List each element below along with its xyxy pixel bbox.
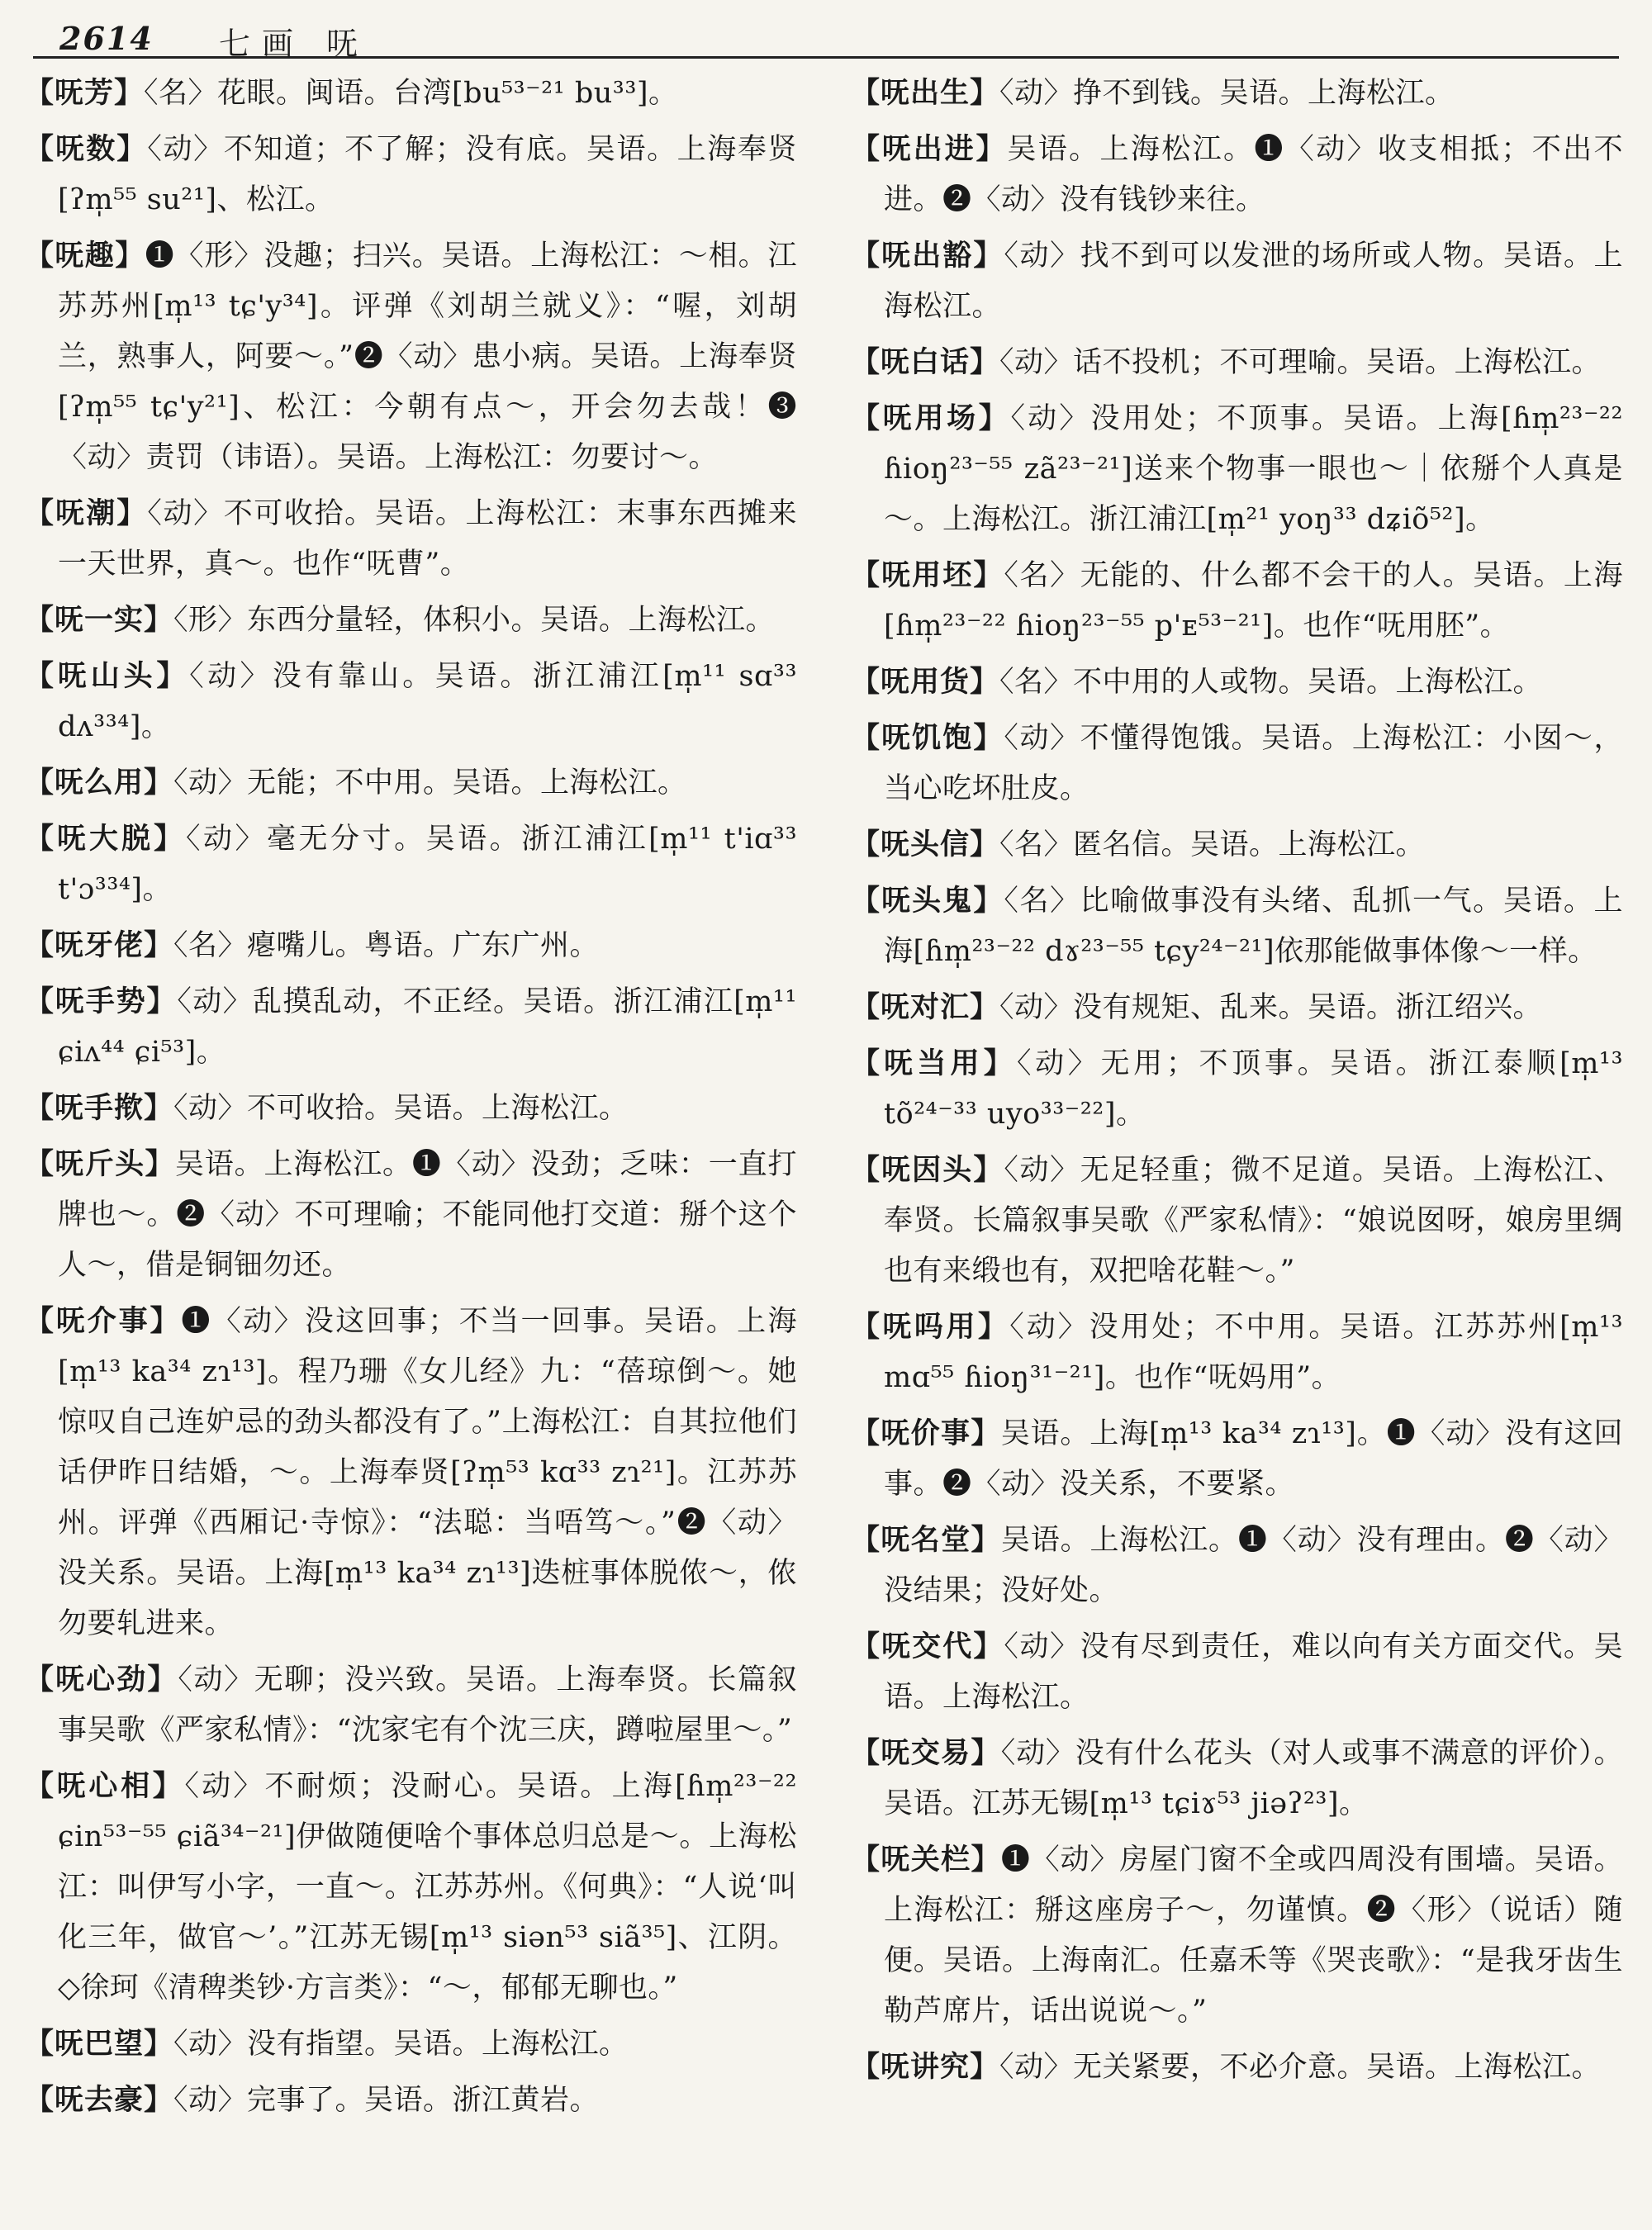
entry-definition: ❶〈形〉没趣；扫兴。吴语。上海松江：～相。江苏苏州[m̩¹³ tɕ'y³⁴]。评弹《刘胡兰就义》：“喔，刘胡兰，熟事人，阿要～。”❷〈动〉患小病。吴语。上海奉贤[ʔm̩⁵⁵ tɕ'y²¹]、松江：今朝有点～，开会勿去哉！❸〈动〉责罚（讳语）。吴语。上海松江：勿要讨～。 [58, 240, 797, 474]
entry-definition: 〈名〉比喻做事没有头绪、乱抓一气。吴语。上海[ɦm̩²³⁻²² dɤ²³⁻⁵⁵ tɕy²⁴⁻²¹]依那能做事体像～一样。 [884, 885, 1623, 968]
entry-headword: 【呒价事】 [851, 1416, 1001, 1450]
page-header [33, 15, 1619, 62]
entry-definition: 〈动〉毫无分寸。吴语。浙江浦江[m̩¹¹ t'iɑ³³ t'ɔ³³⁴]。 [58, 823, 797, 906]
left-column [25, 68, 797, 2215]
entry-headword: 【呒山头】 [25, 659, 190, 693]
entry-headword: 【呒芳】 [25, 76, 145, 110]
dictionary-entry [851, 1834, 1623, 2037]
entry-headword: 【呒大脱】 [25, 822, 187, 856]
entry-headword: 【呒用场】 [851, 401, 1011, 435]
dictionary-entry [25, 976, 797, 1078]
entry-headword: 【呒名堂】 [851, 1523, 1001, 1557]
entry-definition: 〈动〉无关紧要，不必介意。吴语。上海松江。 [999, 2051, 1602, 2084]
entry-definition: 吴语。上海松江。❶〈动〉没劲；乏味：一直打牌也～。❷〈动〉不可理喻；不能同他打交道：掰个这个人～，借是铜钿勿还。 [58, 1148, 797, 1282]
entry-definition: 〈名〉花眼。闽语。台湾[bu⁵³⁻²¹ bu³³]。 [144, 77, 678, 110]
dictionary-entry [25, 68, 797, 119]
entry-headword: 【呒么用】 [25, 766, 174, 799]
entry-headword: 【呒头信】 [851, 828, 1000, 861]
entry-definition: 〈动〉话不投机；不可理喻。吴语。上海松江。 [999, 346, 1602, 379]
dictionary-entry [851, 713, 1623, 814]
entry-headword: 【呒出进】 [851, 132, 1008, 166]
right-column [851, 68, 1623, 2215]
entry-headword: 【呒交代】 [851, 1630, 1004, 1663]
entry-definition: 〈动〉没有什么花头（对人或事不满意的评价）。吴语。江苏无锡[m̩¹³ tɕiɤ⁵³ jiəʔ²³]。 [884, 1737, 1623, 1820]
entry-headword: 【呒用货】 [851, 665, 1000, 699]
dictionary-entry [851, 1408, 1623, 1510]
entry-definition: 〈动〉没有尽到责任，难以向有关方面交代。吴语。上海松江。 [884, 1630, 1623, 1714]
entry-headword: 【呒潮】 [25, 496, 148, 530]
entry-definition: 〈动〉找不到可以发泄的场所或人物。吴语。上海松江。 [884, 240, 1623, 323]
entry-definition: 〈动〉乱摸乱动，不正经。吴语。浙江浦江[m̩¹¹ ɕiʌ⁴⁴ ɕi⁵³]。 [58, 985, 797, 1069]
dictionary-entry [851, 124, 1623, 225]
entry-headword: 【呒牙佬】 [25, 928, 174, 962]
dictionary-entry [25, 1083, 797, 1134]
dictionary-entry [851, 393, 1623, 545]
entry-headword: 【呒头鬼】 [851, 884, 1004, 918]
dictionary-entry [851, 1038, 1623, 1140]
dictionary-entry [25, 230, 797, 483]
dictionary-entry [851, 875, 1623, 977]
entry-definition: 〈动〉没有指望。吴语。上海松江。 [173, 2028, 629, 2061]
entry-headword: 【呒斤头】 [25, 1147, 175, 1181]
entry-definition: 〈动〉没用处；不顶事。吴语。上海[ɦm̩²³⁻²² ɦioŋ²³⁻⁵⁵ zã²³⁻²¹]送来个物事一眼也～｜依掰个人真是～。上海松江。浙江浦江[m̩²¹ yoŋ³³ dʑiõ⁵²]。 [884, 402, 1623, 536]
dictionary-entry [851, 982, 1623, 1033]
dictionary-entry [851, 657, 1623, 708]
entry-definition: 〈名〉无能的、什么都不会干的人。吴语。上海[ɦm̩²³⁻²² ɦioŋ²³⁻⁵⁵ p'ᴇ⁵³⁻²¹]。也作“呒用胚”。 [884, 559, 1623, 643]
entry-definition: 〈动〉无足轻重；微不足道。吴语。上海松江、奉贤。长篇叙事吴歌《严家私情》：“娘说囡呀，娘房里绸也有来缎也有，双把啥花鞋～。” [884, 1154, 1623, 1288]
entry-definition: 〈形〉东西分量轻，体积小。吴语。上海松江。 [173, 604, 776, 637]
entry-definition: 〈名〉匿名信。吴语。上海松江。 [999, 828, 1426, 861]
entry-definition: 吴语。上海[m̩¹³ ka³⁴ zɿ¹³]。❶〈动〉没有这回事。❷〈动〉没关系，不要紧。 [884, 1417, 1623, 1501]
entry-headword: 【呒出豁】 [851, 239, 1004, 273]
entry-definition: 〈动〉不可收拾。吴语。上海松江。 [173, 1092, 629, 1125]
entry-headword: 【呒去豪】 [25, 2083, 174, 2117]
dictionary-entry [851, 1621, 1623, 1723]
dictionary-entry [25, 124, 797, 225]
dictionary-entry [25, 2075, 797, 2126]
entry-headword: 【呒心劲】 [25, 1663, 178, 1696]
entry-definition: 〈动〉不耐烦；没耐心。吴语。上海[ɦm̩²³⁻²² ɕin⁵³⁻⁵⁵ ɕiã³⁴⁻²¹]伊做随便啥个事体总归总是～。上海松江：叫伊写小字，一直～。江苏苏州。《何典》：“人说‘叫化三年，做官～’。”江苏无锡[m̩¹³ siən⁵³ siã³⁵]、江阴。◇徐珂《清稗类钞·方言类》：“～，郁郁无聊也。” [58, 1770, 797, 2005]
entry-definition: ❶〈动〉房屋门窗不全或四周没有围墙。吴语。上海松江：掰这座房子～，勿谨慎。❷〈形〉（说话）随便。吴语。上海南汇。任嘉禾等《哭丧歌》：“是我牙齿生勒芦席片，话出说说～。” [884, 1843, 1623, 2028]
entry-headword: 【呒数】 [25, 132, 148, 166]
dictionary-entry [851, 1145, 1623, 1297]
dictionary-entry [851, 337, 1623, 388]
dictionary-entry [851, 1302, 1623, 1403]
entry-definition: 〈名〉瘪嘴儿。粤语。广东广州。 [173, 929, 600, 962]
dictionary-entry [25, 1139, 797, 1291]
dictionary-entry [25, 1654, 797, 1756]
dictionary-entry [851, 2042, 1623, 2093]
dictionary-entry [25, 595, 797, 646]
entry-definition: 〈动〉没有靠山。吴语。浙江浦江[m̩¹¹ sɑ³³ dʌ³³⁴]。 [58, 660, 797, 743]
entry-headword: 【呒心相】 [25, 1769, 185, 1803]
entry-definition: 〈动〉无能；不中用。吴语。上海松江。 [173, 766, 687, 799]
entry-definition: ❶〈动〉没这回事；不当一回事。吴语。上海[m̩¹³ ka³⁴ zɿ¹³]。程乃珊《女儿经》九：“蓓琼倒～。她惊叹自己连妒忌的劲头都没有了。”上海松江：自其拉他们话伊昨日结婚，～。上海奉贤[ʔm̩⁵³ kɑ³³ zɿ²¹]。江苏苏州。评弹《西厢记·寺惊》：“法聪：当唔笃～。”❷〈动〉没关系。吴语。上海[m̩¹³ ka³⁴ zɿ¹³]迭桩事体脱侬～，侬勿要轧进来。 [58, 1305, 797, 1640]
entry-definition: 〈动〉不懂得饱饿。吴语。上海松江：小囡～，当心吃坏肚皮。 [884, 722, 1623, 805]
dictionary-entry [851, 550, 1623, 652]
entry-headword: 【呒吗用】 [851, 1310, 1010, 1344]
entry-definition: 〈动〉无用；不顶事。吴语。浙江泰顺[m̩¹³ tõ²⁴⁻³³ uyo³³⁻²²]。 [884, 1047, 1623, 1131]
entry-definition: 吴语。上海松江。❶〈动〉收支相抵；不出不进。❷〈动〉没有钱钞来往。 [884, 133, 1623, 216]
dictionary-entry [25, 1761, 797, 2014]
entry-headword: 【呒因头】 [851, 1153, 1004, 1187]
dictionary-entry [25, 1296, 797, 1649]
entry-definition: 〈动〉挣不到钱。吴语。上海松江。 [999, 77, 1455, 110]
entry-headword: 【呒交易】 [851, 1736, 1001, 1770]
entry-headword: 【呒用坯】 [851, 558, 1004, 592]
entry-headword: 【呒巴望】 [25, 2027, 174, 2061]
entry-headword: 【呒关栏】 [851, 1843, 1001, 1877]
dictionary-entry [851, 1728, 1623, 1829]
page-number: 2614 [59, 20, 154, 57]
entry-headword: 【呒白话】 [851, 345, 1000, 379]
entry-definition: 〈动〉完事了。吴语。浙江黄岩。 [173, 2084, 600, 2117]
entry-headword: 【呒手揿】 [25, 1091, 174, 1125]
section-title: 七画 呒 [219, 26, 370, 62]
entry-headword: 【呒手势】 [25, 985, 178, 1018]
entry-headword: 【呒对汇】 [851, 990, 1000, 1024]
entry-headword: 【呒一实】 [25, 603, 174, 637]
entry-definition: 〈动〉不知道；不了解；没有底。吴语。上海奉贤[ʔm̩⁵⁵ su²¹]、松江。 [58, 133, 797, 216]
entry-headword: 【呒饥饱】 [851, 721, 1004, 755]
entry-headword: 【呒出生】 [851, 76, 1000, 110]
entry-definition: 吴语。上海松江。❶〈动〉没有理由。❷〈动〉没结果；没好处。 [884, 1524, 1623, 1607]
entry-headword: 【呒当用】 [851, 1046, 1017, 1080]
entry-headword: 【呒讲究】 [851, 2050, 1000, 2084]
entry-definition: 〈动〉无聊；没兴致。吴语。上海奉贤。长篇叙事吴歌《严家私情》：“沈家宅有个沈三庆，蹲啦屋里～。” [58, 1663, 797, 1747]
dictionary-entry [25, 920, 797, 971]
dictionary-entry [25, 488, 797, 590]
dictionary-entry [25, 814, 797, 915]
dictionary-entry [851, 68, 1623, 119]
entry-definition: 〈名〉不中用的人或物。吴语。上海松江。 [999, 666, 1543, 699]
dictionary-entry [25, 2019, 797, 2070]
entry-headword: 【呒趣】 [25, 239, 145, 273]
dictionary-entry [25, 757, 797, 809]
dictionary-entry [851, 1515, 1623, 1616]
entry-definition: 〈动〉没用处；不中用。吴语。江苏苏州[m̩¹³ mɑ⁵⁵ ɦioŋ³¹⁻²¹]。也作“呒妈用”。 [884, 1311, 1623, 1394]
dictionary-entry [851, 230, 1623, 332]
dictionary-entry [851, 819, 1623, 871]
entry-definition: 〈动〉不可收拾。吴语。上海松江：末事东西摊来一天世界，真～。也作“呒曹”。 [58, 497, 797, 581]
entry-definition: 〈动〉没有规矩、乱来。吴语。浙江绍兴。 [999, 991, 1543, 1024]
entry-headword: 【呒介事】 [25, 1304, 182, 1338]
dictionary-entry [25, 651, 797, 752]
